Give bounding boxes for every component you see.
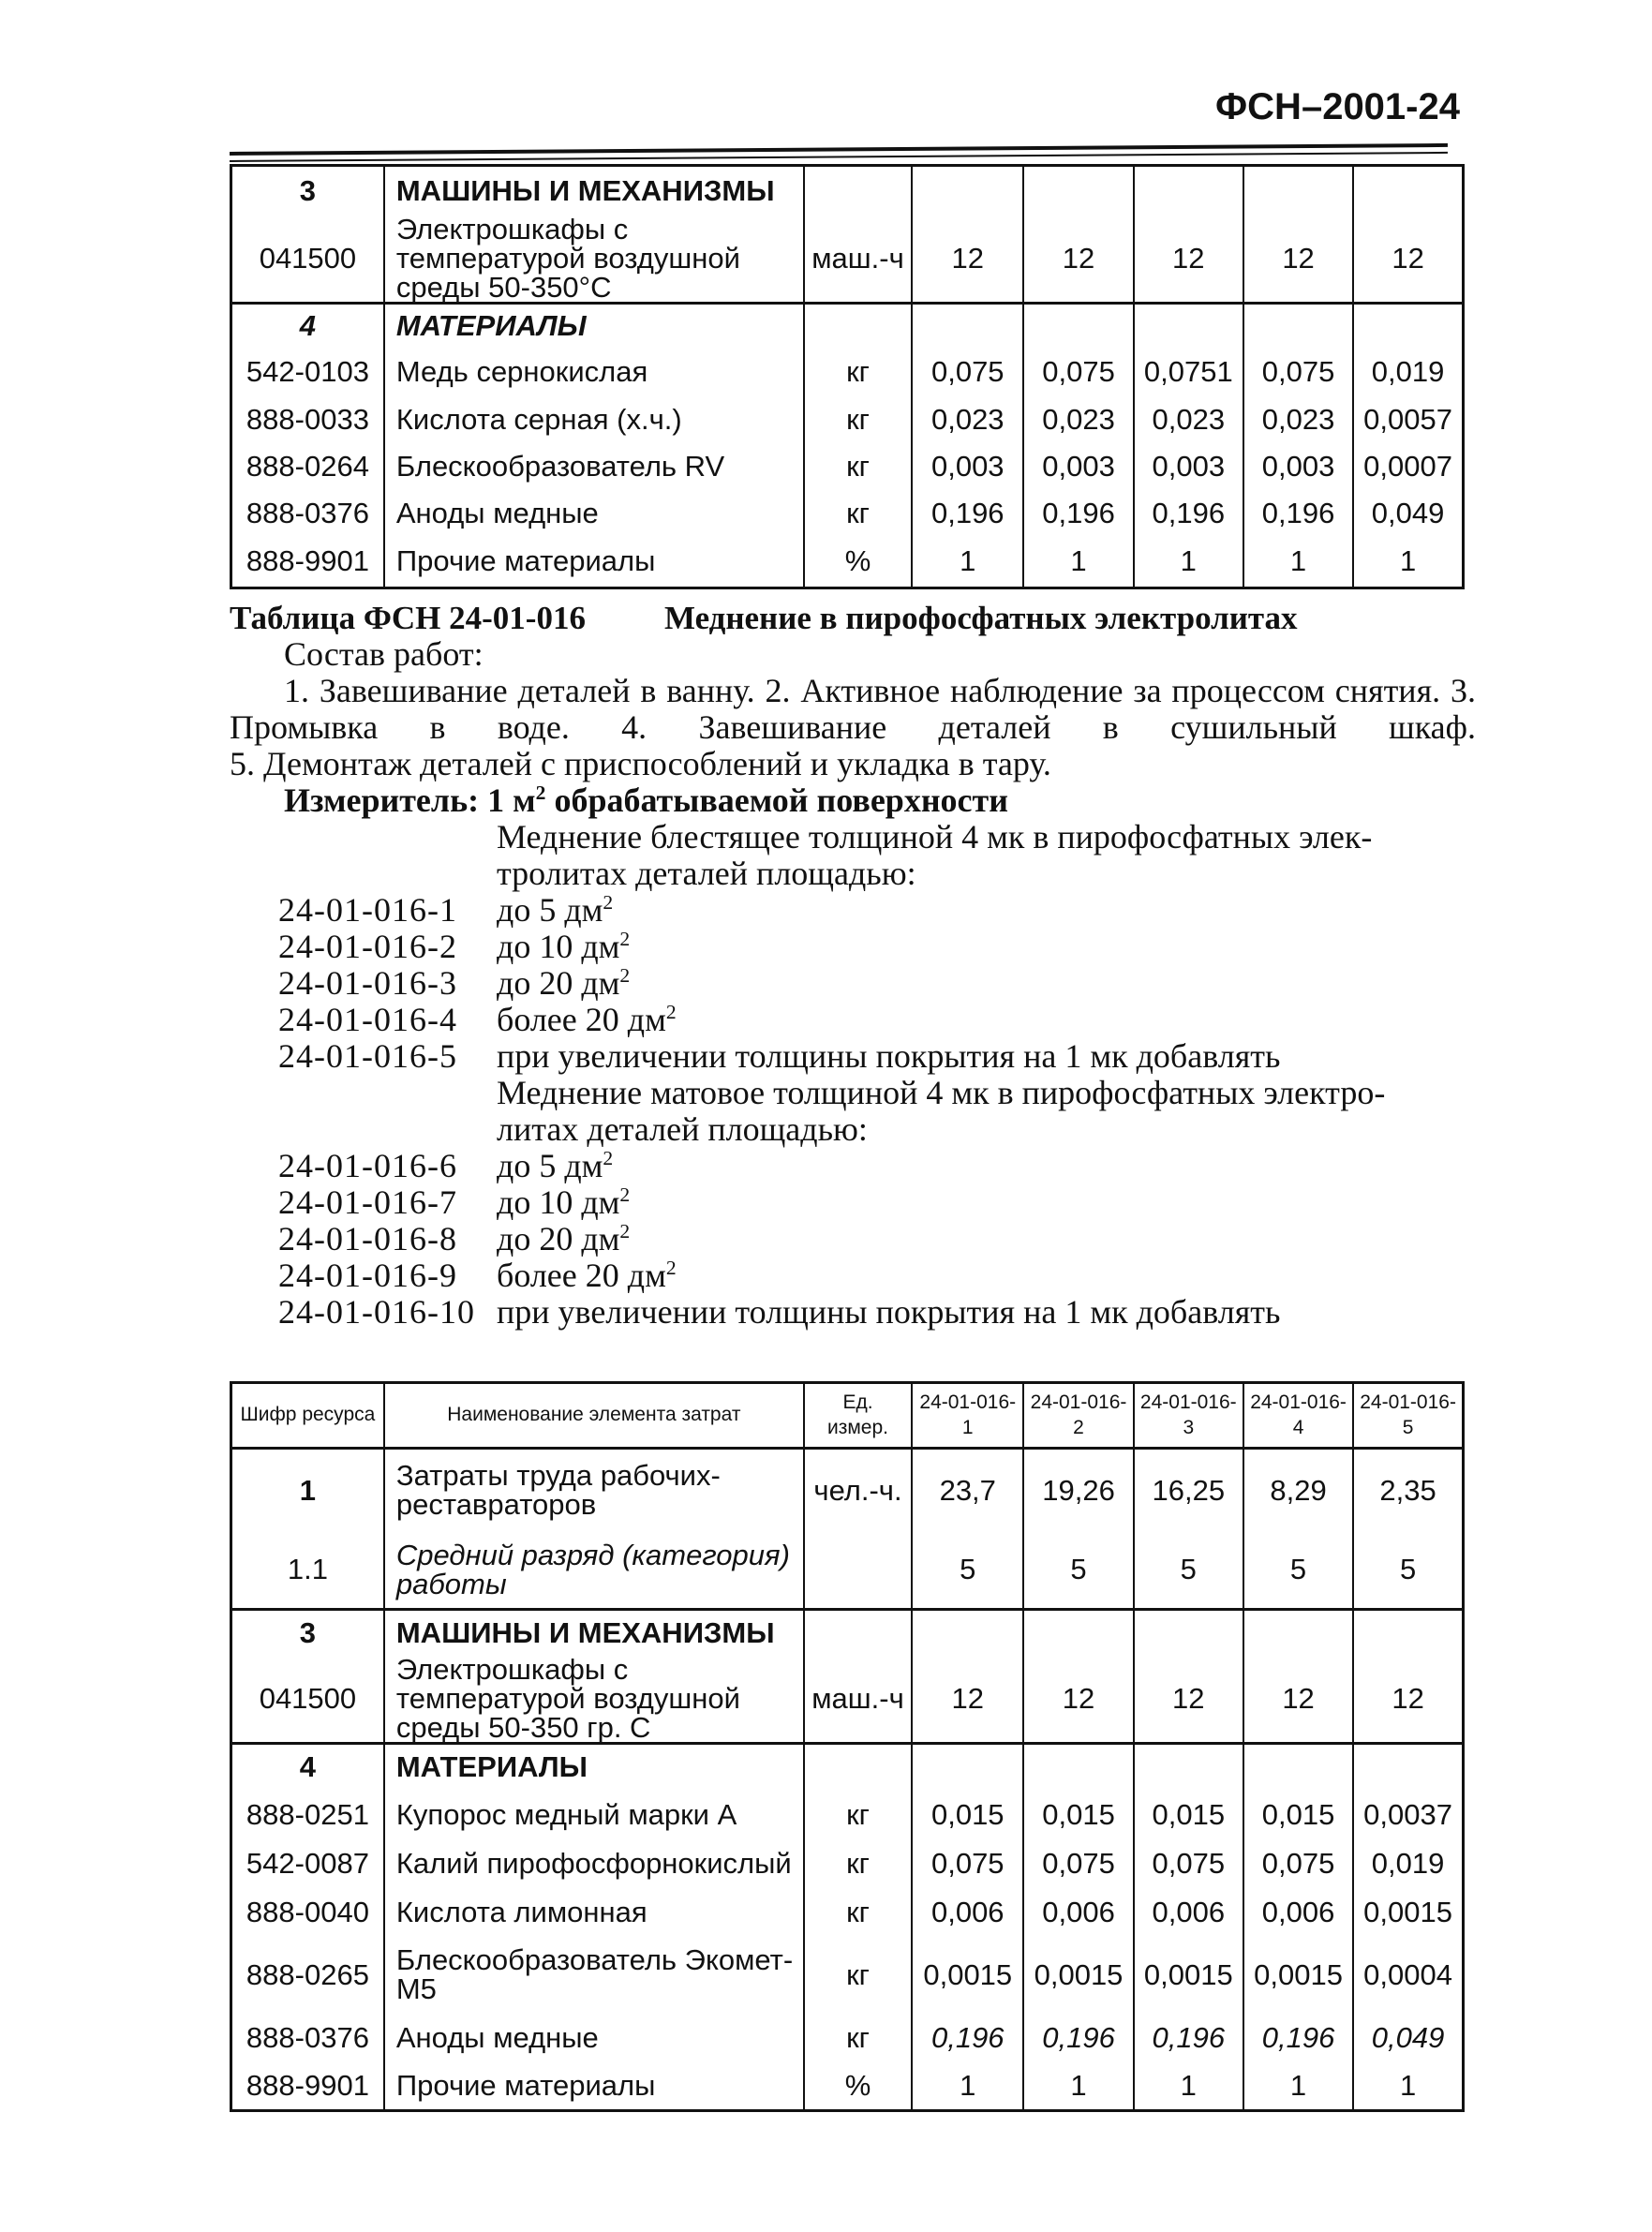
table-row [231, 2013, 1464, 2061]
value-cell: 12 [1353, 1655, 1463, 1744]
value-cell: 12 [1134, 1655, 1243, 1744]
group1-heading-line1: Меднение блестящее толщиной 4 мк в пирофосфатных элек- [497, 818, 1373, 856]
group1-heading-line2: тролитах деталей площадью: [497, 855, 916, 892]
value-cell: 16,25 [1134, 1449, 1243, 1531]
value-cell: 0,006 [1243, 1887, 1353, 1936]
value-cell [1243, 1743, 1353, 1790]
resource-code: 888-0376 [231, 2013, 384, 2061]
resource-code: 888-0040 [231, 1887, 384, 1936]
value-cell [1134, 303, 1243, 348]
variant-row [230, 1002, 1476, 1038]
resource-name: МАШИНЫ И МЕХАНИЗМЫ [384, 166, 804, 215]
resource-name: Электрошкафы с температурой воздушной среды 50-350°C [384, 215, 804, 304]
resource-code: 4 [231, 1743, 384, 1790]
resource-code: 1.1 [231, 1531, 384, 1610]
resource-name: Блескообразователь RV [384, 442, 804, 489]
table-row [231, 348, 1464, 395]
document-code: ФСН–2001-24 [1215, 86, 1460, 127]
meter-sup: 2 [535, 781, 546, 804]
table-row [231, 215, 1464, 304]
table-row [231, 536, 1464, 588]
unit-cell [804, 1743, 912, 1790]
value-cell: 0,006 [912, 1887, 1023, 1936]
variant-text: более 20 $дм^2$ [497, 1001, 677, 1038]
value-cell [1353, 166, 1463, 215]
value-cell [1353, 1743, 1463, 1790]
value-cell [1023, 303, 1133, 348]
value-cell [1023, 166, 1133, 215]
resource-name: Аноды медные [384, 2013, 804, 2061]
value-cell: 0,075 [912, 348, 1023, 395]
unit-cell: кг [804, 442, 912, 489]
resource-table [230, 1381, 1465, 2112]
value-cell: 0,196 [1243, 2013, 1353, 2061]
value-cell [1134, 1610, 1243, 1655]
value-cell: 0,075 [1243, 348, 1353, 395]
resource-name: Медь сернокислая [384, 348, 804, 395]
value-cell: 23,7 [912, 1449, 1023, 1531]
value-cell [912, 303, 1023, 348]
value-cell: 5 [1023, 1531, 1133, 1610]
value-cell: 0,015 [912, 1790, 1023, 1838]
value-cell: 0,0015 [912, 1936, 1023, 2013]
table-row [231, 166, 1464, 215]
value-cell: 0,015 [1023, 1790, 1133, 1838]
unit-cell [804, 1531, 912, 1610]
resource-name: МАШИНЫ И МЕХАНИЗМЫ [384, 1610, 804, 1655]
variant-row [230, 1148, 1476, 1184]
value-cell: 0,003 [1243, 442, 1353, 489]
value-cell: 1 [1134, 536, 1243, 588]
value-cell: 0,003 [1023, 442, 1133, 489]
unit-cell: кг [804, 489, 912, 536]
value-cell [1023, 1743, 1133, 1790]
table-row [231, 1887, 1464, 1936]
value-cell [912, 1610, 1023, 1655]
value-cell: 1 [1023, 536, 1133, 588]
value-cell: 1 [912, 536, 1023, 588]
resource-code: 888-0265 [231, 1936, 384, 2013]
resource-code: 4 [231, 303, 384, 348]
value-cell: 12 [1353, 215, 1463, 304]
resource-name: Калий пирофосфорнокислый [384, 1838, 804, 1887]
variant-row [230, 1257, 1476, 1294]
header-column: 24-01-016-5 [1353, 1383, 1463, 1449]
variant-code: 24-01-016-5 [278, 1037, 457, 1075]
table-row [231, 395, 1464, 442]
value-cell: 5 [1134, 1531, 1243, 1610]
resource-name: Купорос медный марки А [384, 1790, 804, 1838]
composition-text: 1. Завешивание деталей в ванну. 2. Активное наблюдение за процессом снятия. 3. Промывка в воде. 4. Завешивание деталей в сушильный шкаф. [230, 672, 1476, 746]
value-cell: 1 [1134, 2061, 1243, 2110]
resource-code: 542-0087 [231, 1838, 384, 1887]
variant-text: до 10 $дм^2$ [497, 928, 631, 965]
value-cell [1243, 303, 1353, 348]
header-unit: Ед. измер. [804, 1383, 912, 1449]
value-cell: 1 [1353, 2061, 1463, 2110]
value-cell: 0,0015 [1353, 1887, 1463, 1936]
value-cell [1134, 166, 1243, 215]
composition-last: 5. Демонтаж деталей с приспособлений и укладка в тару. [230, 745, 1051, 782]
value-cell: 0,006 [1023, 1887, 1133, 1936]
value-cell: 0,075 [1023, 348, 1133, 395]
value-cell: 0,015 [1134, 1790, 1243, 1838]
value-cell: 5 [1353, 1531, 1463, 1610]
value-cell: 0,196 [1023, 2013, 1133, 2061]
table-row [231, 303, 1464, 348]
variant-code: 24-01-016-7 [278, 1183, 457, 1221]
value-cell: 0,075 [1243, 1838, 1353, 1887]
table-row [231, 1838, 1464, 1887]
value-cell [1243, 166, 1353, 215]
unit-cell: % [804, 536, 912, 588]
value-cell: 0,049 [1353, 489, 1463, 536]
value-cell [1023, 1610, 1133, 1655]
table-caption [230, 600, 1476, 636]
variant-row [230, 1184, 1476, 1221]
resource-code: 041500 [231, 1655, 384, 1744]
unit-cell: кг [804, 395, 912, 442]
value-cell: 0,196 [912, 489, 1023, 536]
header-column: 24-01-016-1 [912, 1383, 1023, 1449]
value-cell: 5 [912, 1531, 1023, 1610]
value-cell: 0,0037 [1353, 1790, 1463, 1838]
unit-cell: маш.-ч [804, 1655, 912, 1744]
resource-name: МАТЕРИАЛЫ [384, 1743, 804, 1790]
value-cell: 0,023 [912, 395, 1023, 442]
table-row [231, 1531, 1464, 1610]
unit-cell: кг [804, 1790, 912, 1838]
unit-cell: кг [804, 1887, 912, 1936]
variant-code: 24-01-016-4 [278, 1001, 457, 1038]
variant-row [230, 1221, 1476, 1257]
variant-row [230, 965, 1476, 1002]
value-cell [912, 1743, 1023, 1790]
table-row [231, 1449, 1464, 1531]
value-cell: 19,26 [1023, 1449, 1133, 1531]
value-cell: 0,019 [1353, 1838, 1463, 1887]
unit-cell: кг [804, 1936, 912, 2013]
value-cell: 0,196 [1243, 489, 1353, 536]
table-row [231, 1936, 1464, 2013]
composition-label: Состав работ: [284, 635, 484, 673]
value-cell: 0,196 [1134, 2013, 1243, 2061]
value-cell: 12 [912, 1655, 1023, 1744]
value-cell: 1 [1243, 2061, 1353, 2110]
unit-cell: % [804, 2061, 912, 2110]
variant-row [230, 1294, 1476, 1331]
resource-code: 888-0033 [231, 395, 384, 442]
header-column: 24-01-016-2 [1023, 1383, 1133, 1449]
resource-code: 888-9901 [231, 2061, 384, 2110]
variant-code: 24-01-016-9 [278, 1257, 457, 1294]
table-row [231, 1790, 1464, 1838]
variant-text: при увеличении толщины покрытия на 1 мк добавлять [497, 1293, 1281, 1331]
value-cell: 0,023 [1023, 395, 1133, 442]
value-cell: 0,0015 [1023, 1936, 1133, 2013]
value-cell: 0,0007 [1353, 442, 1463, 489]
table-row [231, 1743, 1464, 1790]
value-cell: 1 [912, 2061, 1023, 2110]
unit-cell: кг [804, 1838, 912, 1887]
header-name: Наименование элемента затрат [384, 1383, 804, 1449]
value-cell: 0,0004 [1353, 1936, 1463, 2013]
value-cell [1243, 1610, 1353, 1655]
resource-code: 3 [231, 166, 384, 215]
value-cell: 0,196 [1134, 489, 1243, 536]
value-cell: 0,196 [1023, 489, 1133, 536]
value-cell: 0,003 [1134, 442, 1243, 489]
table-row [231, 1610, 1464, 1655]
value-cell: 0,0015 [1134, 1936, 1243, 2013]
table-section [230, 600, 1476, 1331]
value-cell: 12 [1243, 1655, 1353, 1744]
resource-code: 888-9901 [231, 536, 384, 588]
resource-name: Прочие материалы [384, 2061, 804, 2110]
variant-code: 24-01-016-3 [278, 964, 457, 1002]
resource-code: 041500 [231, 215, 384, 304]
table-title: Меднение в пирофосфатных электролитах [664, 600, 1298, 636]
variant-code: 24-01-016-1 [278, 891, 457, 929]
table-header-row [231, 1383, 1464, 1449]
unit-cell: маш.-ч [804, 215, 912, 304]
variant-text: до 5 $дм^2$ [497, 891, 614, 929]
value-cell: 0,075 [1134, 1838, 1243, 1887]
meter [230, 782, 1476, 819]
unit-cell [804, 303, 912, 348]
value-cell: 0,023 [1134, 395, 1243, 442]
variant-code: 24-01-016-6 [278, 1147, 457, 1184]
meter-prefix: Измеритель: 1 м [284, 781, 536, 819]
value-cell: 0,049 [1353, 2013, 1463, 2061]
variant-text: при увеличении толщины покрытия на 1 мк добавлять [497, 1037, 1281, 1075]
value-cell: 0,019 [1353, 348, 1463, 395]
variant-text: до 10 $дм^2$ [497, 1183, 631, 1221]
table-row [231, 442, 1464, 489]
header-code: Шифр ресурса [231, 1383, 384, 1449]
value-cell: 12 [1243, 215, 1353, 304]
unit-cell: чел.-ч. [804, 1449, 912, 1531]
resource-code: 888-0264 [231, 442, 384, 489]
value-cell: 8,29 [1243, 1449, 1353, 1531]
unit-cell [804, 166, 912, 215]
value-cell: 1 [1353, 536, 1463, 588]
value-cell: 1 [1243, 536, 1353, 588]
resource-name: Аноды медные [384, 489, 804, 536]
resource-name: Кислота серная (х.ч.) [384, 395, 804, 442]
value-cell [1353, 303, 1463, 348]
unit-cell [804, 1610, 912, 1655]
variant-row [230, 1038, 1476, 1075]
value-cell: 0,023 [1243, 395, 1353, 442]
value-cell: 12 [1023, 1655, 1133, 1744]
table-row [231, 1655, 1464, 1744]
value-cell [912, 166, 1023, 215]
resource-name: Блескообразователь Экомет-М5 [384, 1936, 804, 2013]
value-cell: 0,196 [912, 2013, 1023, 2061]
group2-heading-line1: Меднение матовое толщиной 4 мк в пирофосфатных электро- [497, 1074, 1386, 1111]
variant-code: 24-01-016-8 [278, 1220, 457, 1257]
value-cell: 0,015 [1243, 1790, 1353, 1838]
variant-text: более 20 $дм^2$ [497, 1257, 677, 1294]
value-cell: 12 [1023, 215, 1133, 304]
header-column: 24-01-016-4 [1243, 1383, 1353, 1449]
unit-cell: кг [804, 2013, 912, 2061]
resource-name: Электрошкафы с температурой воздушной среды 50-350 гр. С [384, 1655, 804, 1744]
value-cell: 0,075 [1023, 1838, 1133, 1887]
resource-name: Прочие материалы [384, 536, 804, 588]
value-cell [1134, 1743, 1243, 1790]
value-cell: 0,0057 [1353, 395, 1463, 442]
value-cell: 0,075 [912, 1838, 1023, 1887]
value-cell: 2,35 [1353, 1449, 1463, 1531]
variant-text: до 20 $дм^2$ [497, 1220, 631, 1257]
variant-text: до 20 $дм^2$ [497, 964, 631, 1002]
variant-code: 24-01-016-10 [278, 1293, 475, 1331]
resource-table-continued [230, 164, 1465, 589]
variant-text: до 5 $дм^2$ [497, 1147, 614, 1184]
resource-code: 542-0103 [231, 348, 384, 395]
table-label: Таблица ФСН 24-01-016 [230, 600, 586, 636]
resource-name: МАТЕРИАЛЫ [384, 303, 804, 348]
resource-code: 3 [231, 1610, 384, 1655]
table-row [231, 2061, 1464, 2110]
resource-code: 1 [231, 1449, 384, 1531]
value-cell: 0,003 [912, 442, 1023, 489]
value-cell: 0,006 [1134, 1887, 1243, 1936]
variant-row [230, 892, 1476, 929]
unit-cell: кг [804, 348, 912, 395]
resource-code: 888-0251 [231, 1790, 384, 1838]
value-cell: 12 [1134, 215, 1243, 304]
table-row [231, 489, 1464, 536]
header-column: 24-01-016-3 [1134, 1383, 1243, 1449]
value-cell: 1 [1023, 2061, 1133, 2110]
value-cell: 5 [1243, 1531, 1353, 1610]
variant-row [230, 929, 1476, 965]
group2-heading-line2: литах деталей площадью: [497, 1110, 868, 1148]
value-cell [1353, 1610, 1463, 1655]
resource-code: 888-0376 [231, 489, 384, 536]
value-cell: 0,0015 [1243, 1936, 1353, 2013]
resource-name: Средний разряд (категория) работы [384, 1531, 804, 1610]
meter-suffix: обрабатываемой поверхности [545, 781, 1008, 819]
resource-name: Кислота лимонная [384, 1887, 804, 1936]
value-cell: 12 [912, 215, 1023, 304]
resource-name: Затраты труда рабочих-реставраторов [384, 1449, 804, 1531]
value-cell: 0,0751 [1134, 348, 1243, 395]
variant-code: 24-01-016-2 [278, 928, 457, 965]
